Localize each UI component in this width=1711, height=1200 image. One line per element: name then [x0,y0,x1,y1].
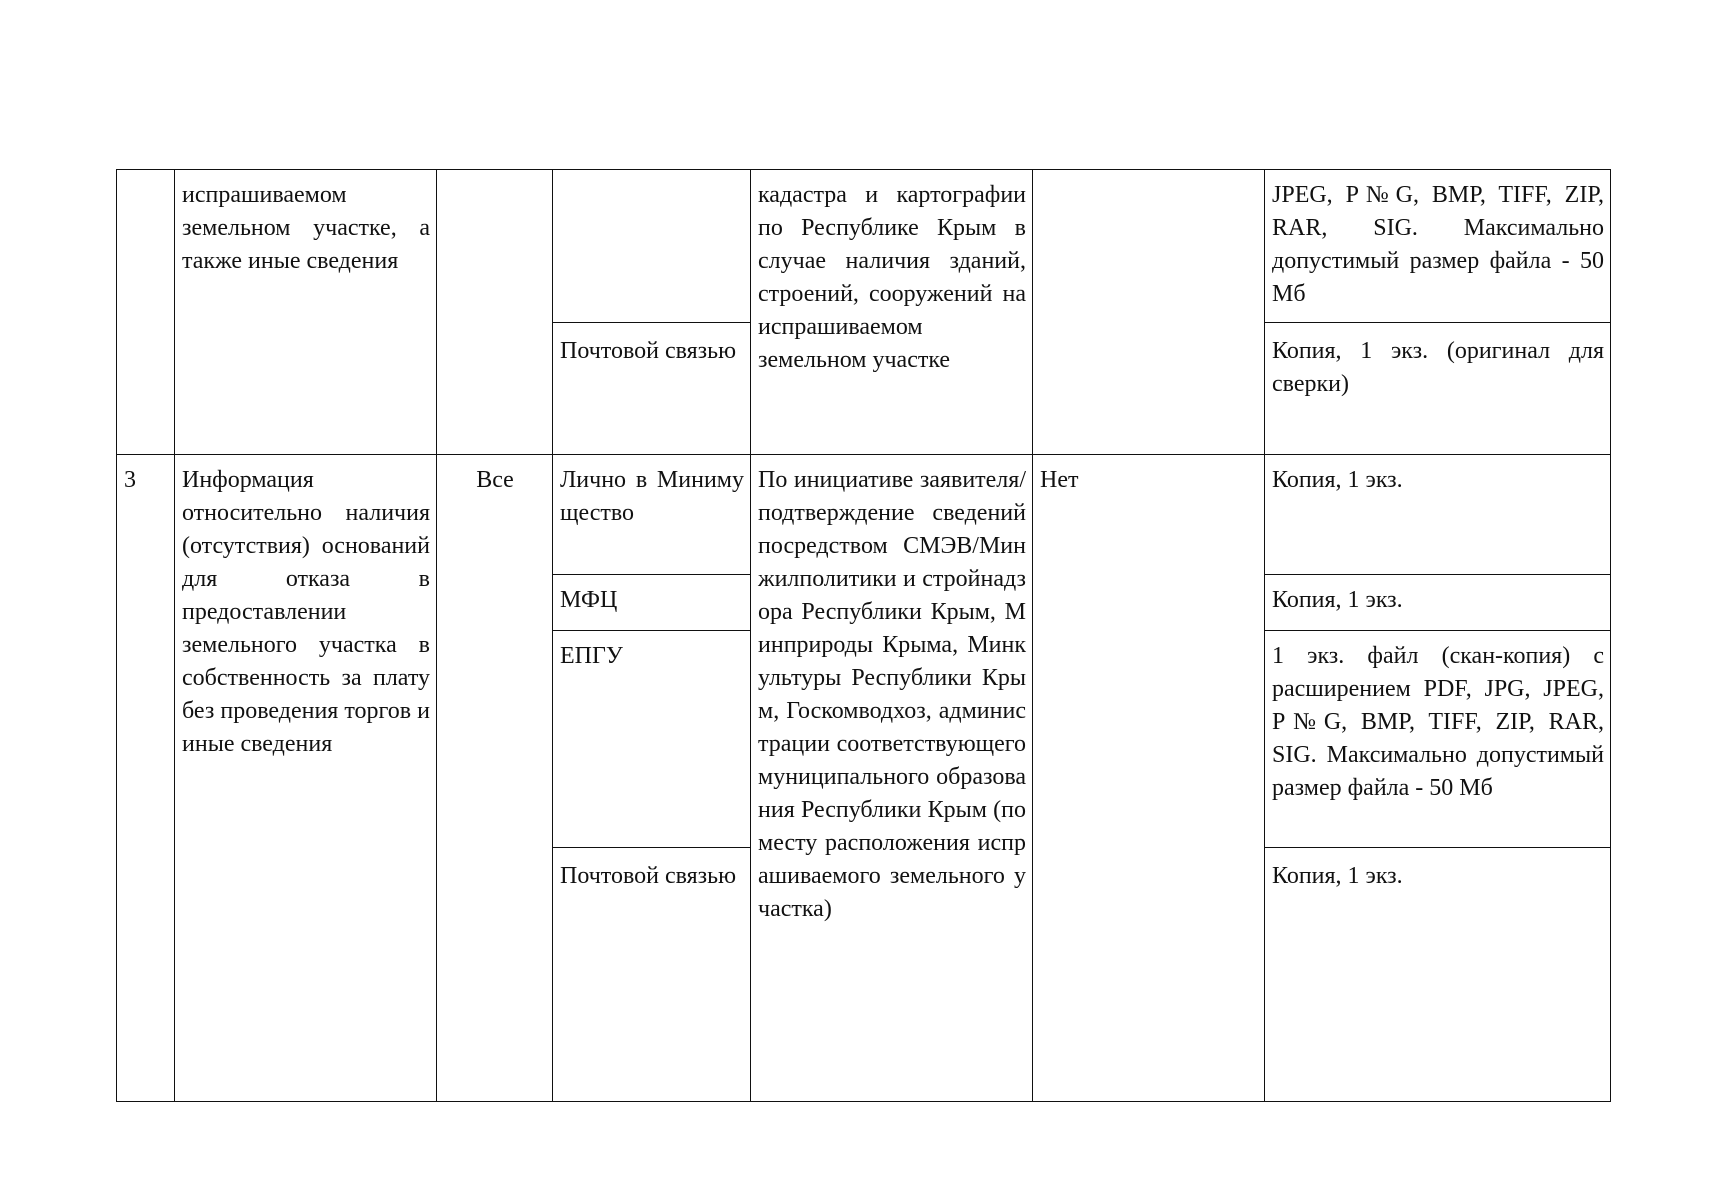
document-name: Информация относительно наличия (отсутствия) оснований для отказа в предоставлении земельного участка в собственность за плату без проведения торгов и иные сведения [182,467,430,757]
submission-method-cell [553,170,751,323]
document-form: Копия, 1 экз. [1272,467,1403,493]
submission-method: МФЦ [560,587,618,613]
document-name: испрашиваемом земельном участке, а также иные сведения [182,182,430,274]
document-form-cell [1265,575,1611,631]
document-form-cell [1265,170,1611,323]
document-name-cell [175,170,437,455]
requirement-cell [1033,455,1265,1102]
submission-method: Почтовой связью [560,863,737,889]
document-form: Копия, 1 экз. [1272,587,1403,613]
document-form-cell [1265,323,1611,455]
submission-method-cell [553,455,751,575]
applicant-category: Все [476,467,514,493]
submission-method: Почтовой связью [560,338,737,364]
submission-method: ЕПГУ [560,643,623,669]
submission-method-cell [553,848,751,1102]
submission-method-cell [553,631,751,848]
document-form: Копия, 1 экз. [1272,863,1403,889]
submission-method: Лично в Минимущество [560,467,744,526]
row-number: 3 [124,467,136,493]
table-row [117,170,1611,323]
document-form: 1 экз. файл (скан-копия) с расширением PDF, JPG, JPEG, P№G, BMP, TIFF, ZIP, RAR, SIG. Максимально допустимый размер файла - 50 Мб [1272,643,1604,801]
requirement-text: Нет [1040,467,1079,493]
document-form-cell [1265,631,1611,848]
requirement-cell [1033,170,1265,455]
row-number-cell [117,170,175,455]
document-form-cell [1265,455,1611,575]
document-name-cell [175,455,437,1102]
applicant-category-cell [437,455,553,1102]
document-form: JPEG, P№G, BMP, TIFF, ZIP, RAR, SIG. Максимально допустимый размер файла - 50 Мб [1272,182,1604,307]
documents-table [116,169,1611,1102]
submission-method-cell [553,575,751,631]
document-form: Копия, 1 экз. (оригинал для сверки) [1272,338,1604,397]
table-row [117,455,1611,575]
document-form-cell [1265,848,1611,1102]
submission-method-cell [553,323,751,455]
source-text: кадастра и картографии по Республике Крым в случае наличия зданий, строений, сооружений на испрашиваемом земельном участке [758,182,1026,373]
source-cell [751,455,1033,1102]
source-cell [751,170,1033,455]
applicant-category-cell [437,170,553,455]
row-number-cell [117,455,175,1102]
source-text: По инициативе заявителя/подтверждение сведений посредством СМЭВ/Минжилполитики и стройнадзора Республики Крым, Минприроды Крыма, Минкультуры Республики Крым, Госкомводхоз, администрации соответствующего муниципального образования Республики Крым (по месту расположения испрашиваемого земельного участка) [758,467,1026,922]
